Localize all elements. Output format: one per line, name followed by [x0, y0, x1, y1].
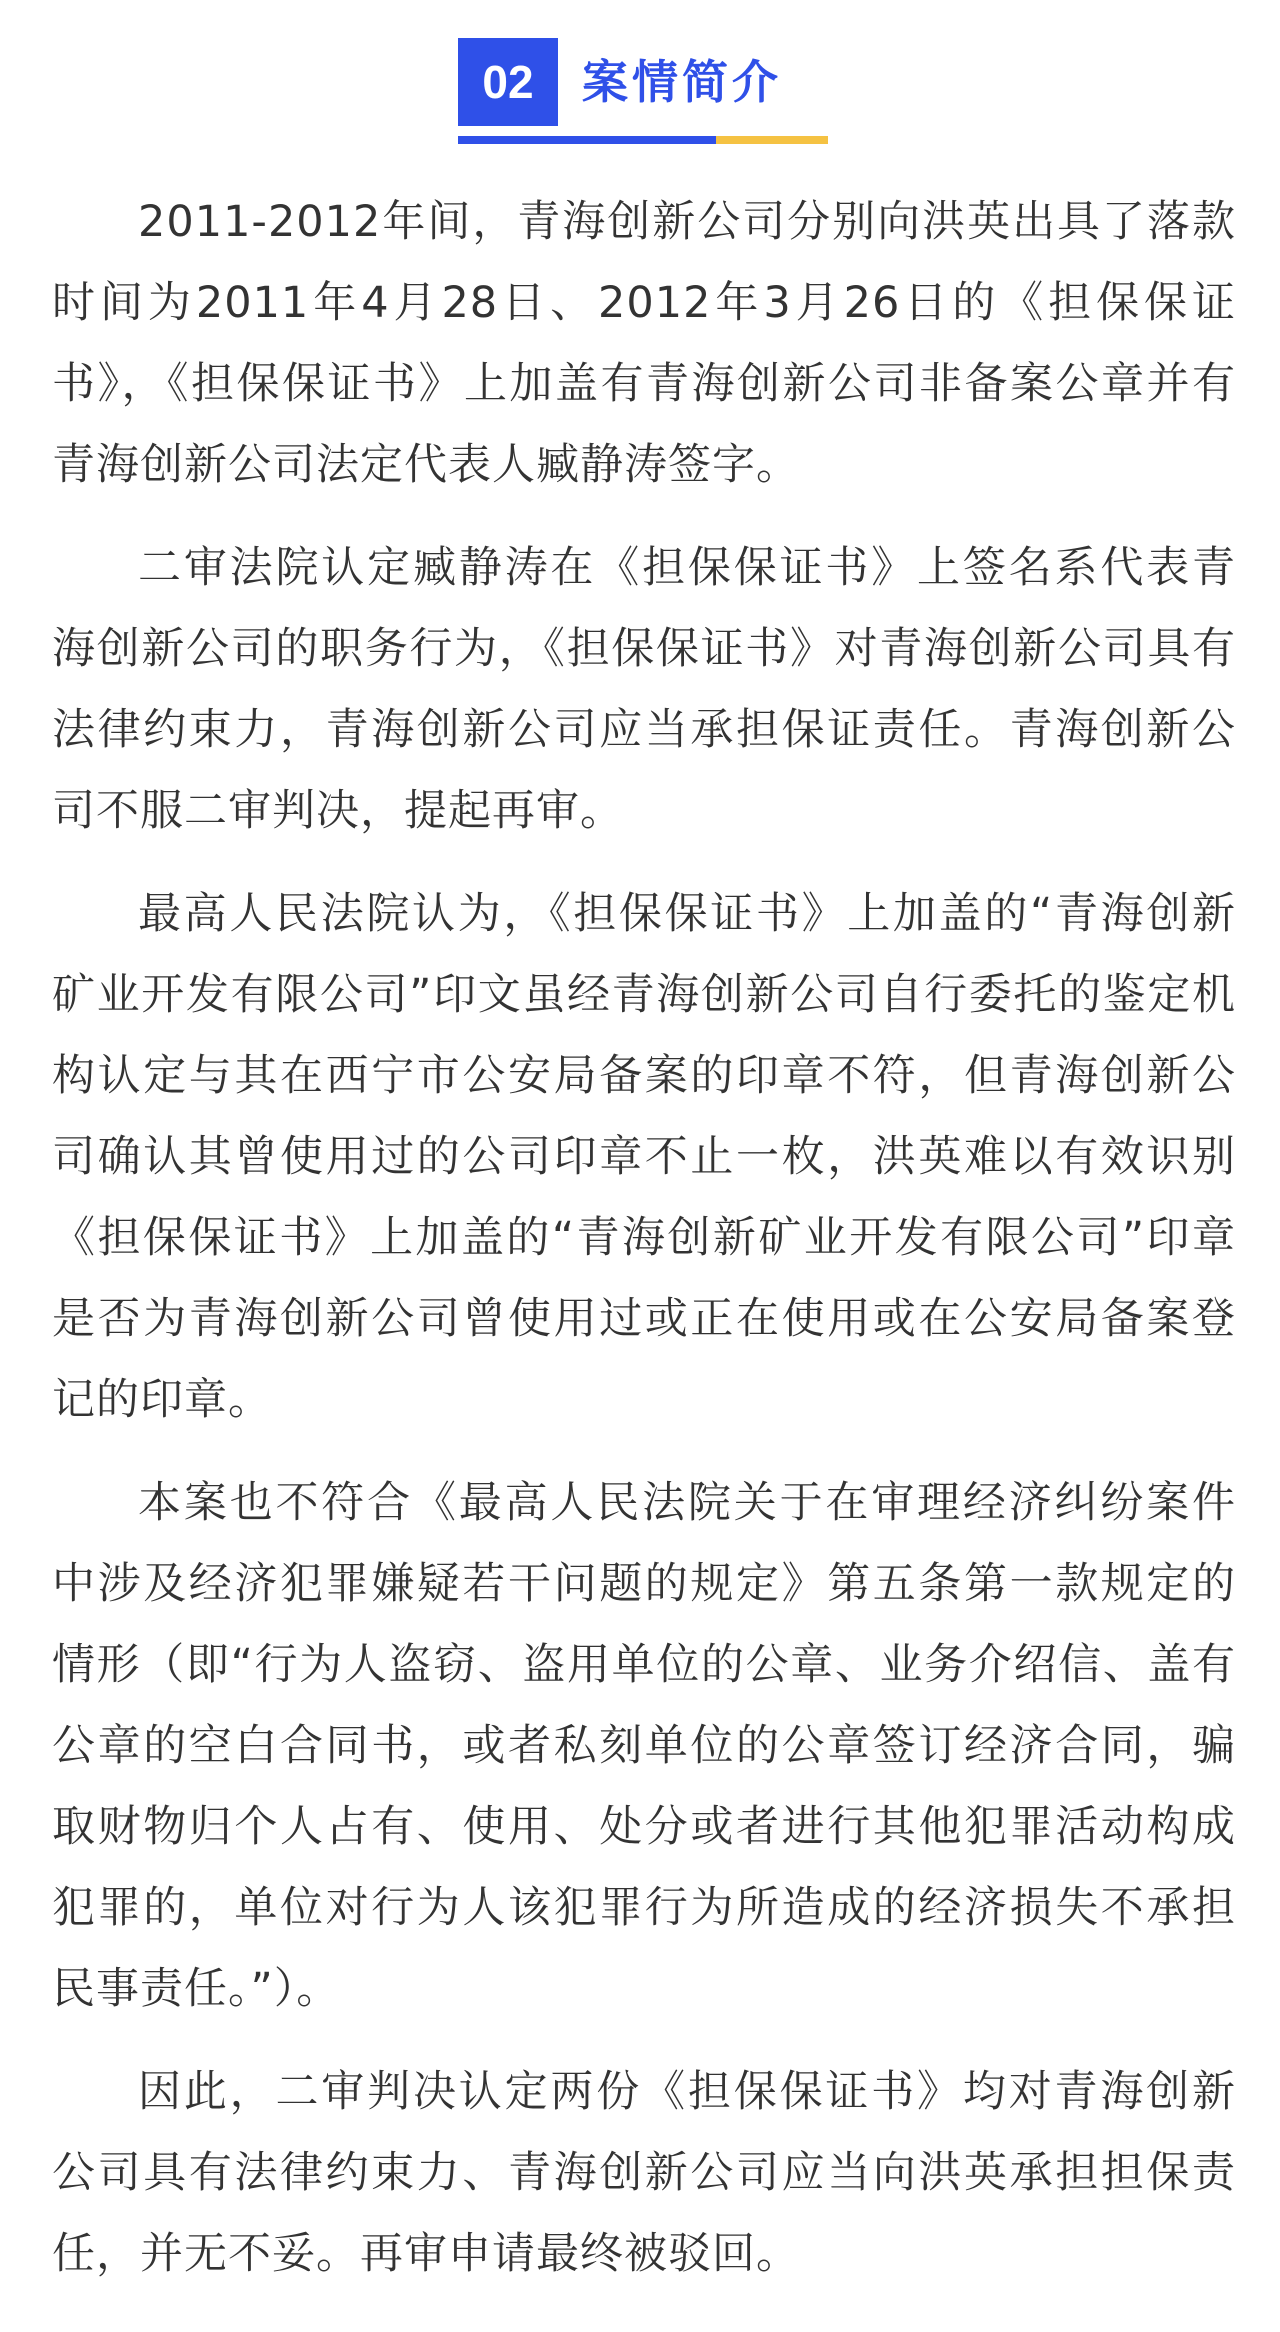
article-body [52, 182, 1236, 2317]
section-number-badge: 02 [458, 38, 558, 126]
underline-blue-segment [458, 136, 716, 144]
paragraph-2: 二审法院认定臧静涛在《担保保证书》上签名系代表青海创新公司的职务行为，《担保保证书》对青海创新公司具有法律约束力，青海创新公司应当承担保证责任。青海创新公司不服二审判决，提起再审。 [52, 543, 1236, 836]
paragraph-5: 因此，二审判决认定两份《担保保证书》均对青海创新公司具有法律约束力、青海创新公司应当向洪英承担担保责任，并无不妥。再审申请最终被驳回。 [52, 2067, 1236, 2279]
section-underline [458, 136, 828, 144]
section-title: 案情简介 [582, 55, 782, 109]
paragraph-1: 2011-2012年间，青海创新公司分别向洪英出具了落款时间为2011年4月28日、2012年3月26日的《担保保证书》，《担保保证书》上加盖有青海创新公司非备案公章并有青海创新公司法定代表人臧静涛签字。 [52, 197, 1236, 490]
paragraph-4: 本案也不符合《最高人民法院关于在审理经济纠纷案件中涉及经济犯罪嫌疑若干问题的规定》第五条第一款规定的情形（即“行为人盗窃、盗用单位的公章、业务介绍信、盖有公章的空白合同书，或者私刻单位的公章签订经济合同，骗取财物归个人占有、使用、处分或者进行其他犯罪活动构成犯罪的，单位对行为人该犯罪行为所造成的经济损失不承担民事责任。”）。 [52, 1478, 1236, 2014]
paragraph-3: 最高人民法院认为，《担保保证书》上加盖的“青海创新矿业开发有限公司”印文虽经青海创新公司自行委托的鉴定机构认定与其在西宁市公安局备案的印章不符，但青海创新公司确认其曾使用过的公司印章不止一枚，洪英难以有效识别《担保保证书》上加盖的“青海创新矿业开发有限公司”印章是否为青海创新公司曾使用过或正在使用或在公安局备案登记的印章。 [52, 889, 1236, 1425]
section-header [458, 38, 828, 148]
underline-gold-segment [716, 136, 828, 144]
